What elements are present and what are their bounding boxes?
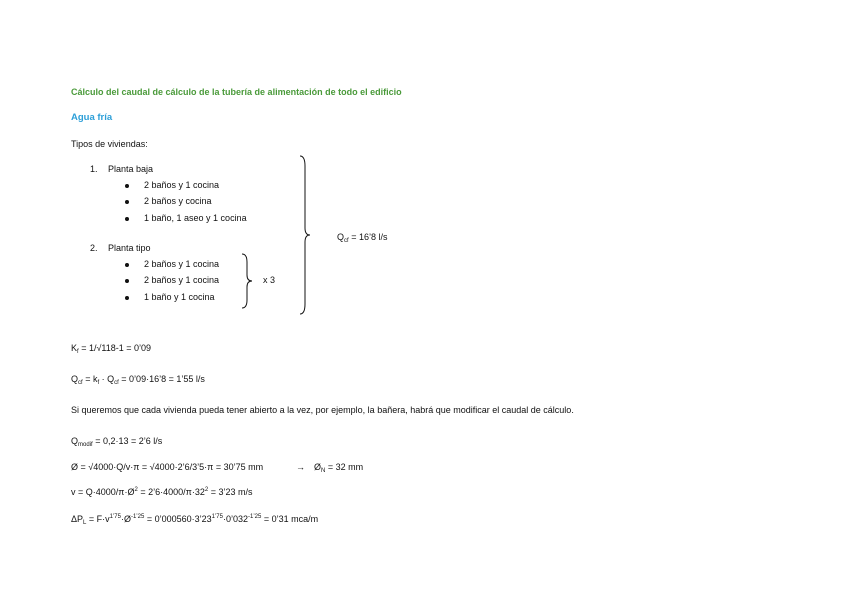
pressure-loss-formula: $\Delta P_L$ = $F\cdot v^{1’75}\cdot Ø^{-1’25}$ = $0’000560\cdot 3’23^{1’75}\cdot 0’032^{-1’25}$ = 0’31 mca/m — [71, 514, 319, 526]
list-item: 1 baño y 1 cocina — [144, 292, 215, 302]
list-item: 2 baños y 1 cocina — [144, 259, 220, 269]
bullet-icon — [125, 279, 129, 283]
qmod-formula: $Q_{modif} = 0,2\cdot 13$ = 2’6 l/s — [71, 436, 163, 448]
types-label: Tipos de viviendas: — [71, 139, 148, 149]
page-title: Cálculo del caudal de cálculo de la tubería de alimentación de todo el edificio — [71, 87, 402, 97]
bullet-icon — [125, 263, 129, 267]
note-text: Si queremos que cada vivienda pueda tener abierto a la vez, por ejemplo, la bañera, habrá que modificar el caudal de cálculo. — [71, 405, 574, 415]
bullet-icon — [125, 200, 129, 204]
section-heading: Agua fría — [71, 112, 113, 123]
arrow-icon: → — [296, 462, 305, 472]
list-item: 2 baños y 1 cocina — [144, 275, 220, 285]
kf-formula: $K_f = 1/√118-1$ = 0’09 — [71, 343, 152, 355]
list-item: 1 baño, 1 aseo y 1 cocina — [144, 213, 247, 223]
large-brace-icon — [298, 154, 312, 316]
bullet-icon — [125, 184, 129, 188]
bullet-icon — [125, 217, 129, 221]
group1-label: Planta baja — [108, 164, 154, 174]
velocity-formula: $v = Q\cdot 4000/\pi\cdot Ø^2$ = $2’6\cdot 4000/\pi\cdot 32^2$ = 3’23 m/s — [71, 487, 253, 497]
bullet-icon — [125, 296, 129, 300]
multiplier: x 3 — [263, 275, 276, 285]
group2-label: Planta tipo — [108, 243, 151, 253]
small-brace-icon — [240, 252, 254, 310]
total-flow: $Q_{cf}$ = 16’8 l/s — [337, 232, 388, 244]
list-number-1: 1. — [90, 164, 98, 174]
nominal-diameter: $Ø_N = 32$ mm — [314, 462, 364, 474]
diameter-formula: Ø = √4000·Q/v·π = √4000·2’6/3’5·π = 30’75 mm — [71, 462, 264, 472]
qcf-formula: $Q_{cf} = k_f \cdot Q_{cf}$ = 0’09·16’8 = 1’55 l/s — [71, 374, 205, 386]
list-number-2: 2. — [90, 243, 98, 253]
list-item: 2 baños y cocina — [144, 196, 212, 206]
list-item: 2 baños y 1 cocina — [144, 180, 220, 190]
